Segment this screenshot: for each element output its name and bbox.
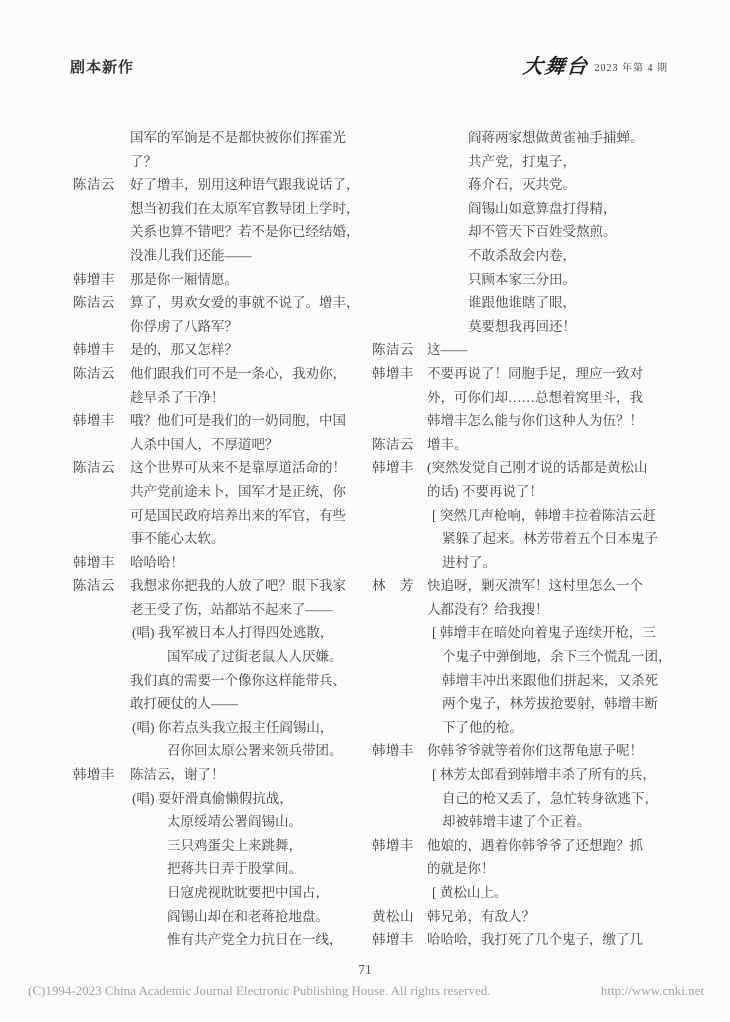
line-text: 老王受了伤，站都站不起来了—— [130,601,333,617]
speaker-name: 黄松山 [372,908,414,924]
script-line [73,692,365,716]
line-text: 快追呀，剿灭溃军！这村里怎么一个 [427,578,643,594]
line-text: 那是你一厢情愿。 [130,271,238,287]
script-line [73,527,365,551]
line-text: 太原绥靖公署阎锡山。 [167,814,302,830]
line-text: 趁早杀了干净！ [130,389,225,405]
line-text: 算了，男欢女爱的事就不说了。增丰， [130,295,360,311]
line-text: 我们真的需要一个像你这样能带兵、 [130,672,346,688]
script-line [372,692,672,716]
line-text: 阎锡山如意算盘打得精， [468,200,617,216]
line-text: 蒋介石，灭共党。 [468,177,576,193]
speaker-name: 韩增丰 [73,342,115,358]
script-line [372,598,672,622]
script-line [73,810,365,834]
line-text: 却被韩增丰逮了个正着。 [442,814,591,830]
script-line [372,268,672,292]
speaker-name: 韩增丰 [372,932,414,948]
section-label: 剧本新作 [70,59,135,76]
script-line [73,362,365,386]
line-text: 阎锡山却在和老蒋抢地盘。 [167,908,329,924]
script-line [73,409,365,433]
line-text: 外，可你们却……总想着窝里斗，我 [427,389,643,405]
line-text: 这—— [427,342,468,358]
line-text: 哈哈哈！ [130,554,184,570]
line-text: 国军成了过街老鼠人人厌嫌。 [167,649,343,665]
script-line [73,857,365,881]
script-line [73,173,365,197]
script-line [372,220,672,244]
speaker-name: 韩增丰 [372,743,414,759]
script-line [73,315,365,339]
script-line [73,739,365,763]
script-line [372,905,672,929]
speaker-name: 陈洁云 [73,578,115,594]
speaker-name: 陈洁云 [372,342,414,358]
script-line [73,126,365,150]
script-column-right [372,126,672,952]
speaker-name: 陈洁云 [372,436,414,452]
script-line [73,338,365,362]
line-text: 关系也算不错吧？若不是你已经结婚， [130,224,360,240]
line-text: 这个世界可从来不是靠厚道活命的！ [130,460,346,476]
line-text: [ 突然几声枪响，韩增丰拉着陈洁云赶 [432,507,656,523]
script-line [372,739,672,763]
script-line [372,433,672,457]
line-text: (突然发觉自己刚才说的话都是黄松山 [427,460,648,476]
script-line [73,716,365,740]
line-text: 事不能心太软。 [130,531,225,547]
line-text: 想当初我们在太原军官教导团上学时， [130,200,360,216]
script-line [372,716,672,740]
script-line [372,669,672,693]
script-line [372,551,672,575]
line-text: (唱) 我军被日本人打得四处逃散， [132,625,334,641]
script-line [372,810,672,834]
line-text: 三只鸡蛋尖上来跳舞， [167,837,302,853]
script-line [372,621,672,645]
script-line [372,504,672,528]
line-text: 个鬼子中弹倒地，余下三个慌乱一团， [442,649,672,665]
script-line [372,928,672,952]
script-line [73,763,365,787]
script-line [73,574,365,598]
line-text: 哦？他们可是我们的一奶同胞，中国 [130,413,346,429]
script-line [73,504,365,528]
line-text: 的话) 不要再说了！ [427,483,543,499]
line-text: 他娘的，遇着你韩爷爷了还想跑？抓 [427,837,643,853]
line-text: 人杀中国人，不厚道吧？ [130,436,279,452]
speaker-name: 陈洁云 [73,365,115,381]
script-line [73,669,365,693]
script-line [73,291,365,315]
line-text: 共产党，打鬼子， [468,153,576,169]
script-line [73,268,365,292]
script-line [372,409,672,433]
line-text: 谁跟他谁瞎了眼， [468,295,576,311]
line-text: 增丰。 [427,436,468,452]
line-text: 的就是你！ [427,861,495,877]
script-line [372,787,672,811]
speaker-name: 韩增丰 [372,460,414,476]
line-text: 你俘虏了八路军？ [130,318,238,334]
line-text: 哈哈哈，我打死了几个鬼子，缴了几 [427,932,643,948]
script-line [73,386,365,410]
line-text: (唱) 耍奸滑真偷懒假抗战， [132,790,293,806]
speaker-name: 陈洁云 [73,295,115,311]
line-text: [ 韩增丰在暗处向着鬼子连续开枪，三 [432,625,656,641]
speaker-name: 林 芳 [372,578,414,594]
line-text: 自己的枪又丢了，急忙转身欲逃下， [442,790,658,806]
line-text: 人都没有？给我搜！ [427,601,549,617]
script-line [372,338,672,362]
line-text: 共产党前途未卜，国军才是正统，你 [130,483,346,499]
line-text: 不要再说了！同胞手足，理应一致对 [427,365,643,381]
line-text: 不敢杀敌会内卷， [468,247,576,263]
speaker-name: 韩增丰 [372,837,414,853]
script-line [73,244,365,268]
journal-logo: 大舞台 [521,56,590,78]
line-text: 进村了。 [442,554,496,570]
page-number: 71 [358,962,372,977]
script-line [73,598,365,622]
script-line [372,645,672,669]
line-text: 我想求你把我的人放了吧？眼下我家 [130,578,346,594]
line-text: 两个鬼子，林芳拔抢要射，韩增丰断 [442,696,658,712]
speaker-name: 韩增丰 [73,767,115,783]
script-line [372,362,672,386]
script-line [73,621,365,645]
line-text: 韩兄弟，有敌人？ [427,908,535,924]
speaker-name: 韩增丰 [372,365,414,381]
line-text: 他们跟我们可不是一条心，我劝你， [130,365,346,381]
line-text: [ 林芳太郎看到韩增丰杀了所有的兵， [432,767,656,783]
script-line [372,173,672,197]
script-line [73,551,365,575]
script-line [372,857,672,881]
script-line [73,881,365,905]
script-line [372,574,672,598]
script-line [372,197,672,221]
script-line [372,763,672,787]
line-text: [ 黄松山上。 [432,885,508,900]
line-text: 却不管天下百姓受熬煎。 [468,224,617,240]
script-line [372,834,672,858]
line-text: (唱) 你若点头我立报主任阎锡山， [132,719,334,735]
speaker-name: 韩增丰 [73,413,115,429]
script-line [73,787,365,811]
script-line [372,291,672,315]
script-line [73,834,365,858]
script-line [372,386,672,410]
speaker-name: 韩增丰 [73,554,115,570]
script-line [372,244,672,268]
line-text: 好了增丰，别用这种语气跟我说话了， [130,177,360,193]
line-text: 只顾本家三分田。 [468,271,576,287]
script-line [372,881,672,905]
script-line [73,905,365,929]
script-line [73,480,365,504]
line-text: 韩增丰怎么能与你们这种人为伍？！ [427,413,643,429]
script-line [73,197,365,221]
script-line [73,928,365,952]
line-text: 你韩爷爷就等着你们这帮龟崽子呢！ [427,743,643,759]
copyright-notice: (C)1994-2023 China Academic Journal Electronic Publishing House. All rights reserved. [28,983,491,998]
line-text: 把蒋共日弄于股掌间。 [167,861,302,877]
script-line [73,433,365,457]
line-text: 日寇虎视眈眈要把中国占， [167,885,329,900]
line-text: 陈洁云，谢了！ [130,767,225,783]
line-text: 敢打硬仗的人—— [130,696,238,712]
line-text: 韩增丰冲出来跟他们拼起来，又杀死 [442,672,658,688]
line-text: 是的，那又怎样？ [130,342,238,358]
copyright-bar [28,983,704,999]
line-text: 可是国民政府培养出来的军官，有些 [130,507,346,523]
script-line [372,126,672,150]
script-line [73,150,365,174]
line-text: 惟有共产党全力抗日在一线， [167,932,343,948]
script-line [372,150,672,174]
copyright-url: http://www.cnki.net [600,983,704,998]
script-line [372,480,672,504]
line-text: 紧躲了起来。林芳带着五个日本鬼子 [442,531,658,547]
journal-brand [523,50,669,79]
script-line [73,220,365,244]
script-line [372,456,672,480]
script-line [372,527,672,551]
line-text: 了？ [130,153,157,169]
script-column-left [73,126,365,952]
journal-issue: 2023 年第 4 期 [594,63,668,74]
script-line [372,315,672,339]
speaker-name: 韩增丰 [73,271,115,287]
line-text: 莫要想我再回还！ [468,318,576,334]
speaker-name: 陈洁云 [73,460,115,476]
line-text: 没准儿我们还能—— [130,247,252,263]
line-text: 阎蒋两家想做黄雀袖手捕蝉。 [468,130,644,145]
script-line [73,645,365,669]
line-text: 召你回太原公署来领兵带团。 [167,743,343,759]
script-line [73,456,365,480]
line-text: 国军的军饷是不是都快被你们挥霍光 [130,130,346,145]
line-text: 下了他的枪。 [442,719,523,735]
speaker-name: 陈洁云 [73,177,115,193]
